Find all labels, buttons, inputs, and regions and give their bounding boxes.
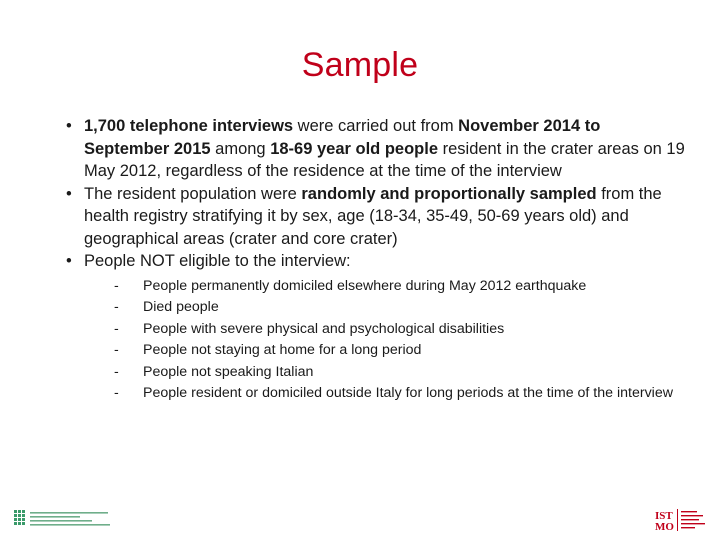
bullet-text-bold: November 2014 to September 2015 [84,117,601,158]
sub-list [84,276,690,405]
bullet-item [60,250,690,405]
bullet-text: The resident population were [84,184,302,203]
sub-item-text: People permanently domiciled elsewhere during May 2012 earthquake [143,277,587,294]
health-center-logo [14,508,114,530]
health-center-logo-icon [14,508,114,530]
bullet-text-bold: randomly and proportionally sampled [301,184,597,203]
sub-item-text: People with severe physical and psychological disabilities [143,320,505,337]
slide-title: Sample [301,46,419,84]
sub-item-text: People not staying at home for a long period [143,342,422,358]
bullet-dot-icon: • [66,117,72,135]
sub-list-item [84,383,690,405]
dash-icon: - [114,320,119,337]
sub-list-item [84,362,690,384]
istmo-logo [655,508,710,532]
bullet-text: People NOT eligible to the interview: [84,252,351,270]
slide-content [60,115,690,405]
sub-list-item [84,340,690,362]
bullet-text: resident in the crater areas on 19 May 2012, regardless of the residence at the time of the interview [84,139,685,180]
sub-item-text: People resident or domiciled outside Italy for long periods at the time of the interview [143,385,673,401]
sub-item-text: Died people [143,299,219,315]
bullet-item [60,183,690,251]
sub-list-item [84,319,690,341]
svg-text:MO: MO [655,521,674,532]
dash-icon: - [114,342,119,358]
sub-list-item [84,297,690,319]
bullet-text-bold: 1,700 telephone interviews [84,117,294,135]
dash-icon: - [114,299,119,315]
bullet-dot-icon: • [66,184,72,203]
dash-icon: - [114,277,119,294]
sub-item-text: People not speaking Italian [143,363,314,380]
bullet-item [60,115,690,183]
dash-icon: - [114,363,119,380]
bullet-text-bold: 18-69 year old people [270,139,439,158]
svg-text:IST: IST [655,510,673,522]
bullet-dot-icon: • [66,252,72,270]
bullet-text: from the health registry stratifying it by sex, age (18-34, 35-49, 50-69 years old) and geographical areas (crater and core crater) [84,184,662,248]
bullet-text: were carried out from [293,117,459,135]
dash-icon: - [114,385,119,401]
bullet-list [60,115,690,405]
sub-list-item [84,276,690,298]
istmo-logo-icon [655,508,710,532]
bullet-text: among [210,139,271,158]
